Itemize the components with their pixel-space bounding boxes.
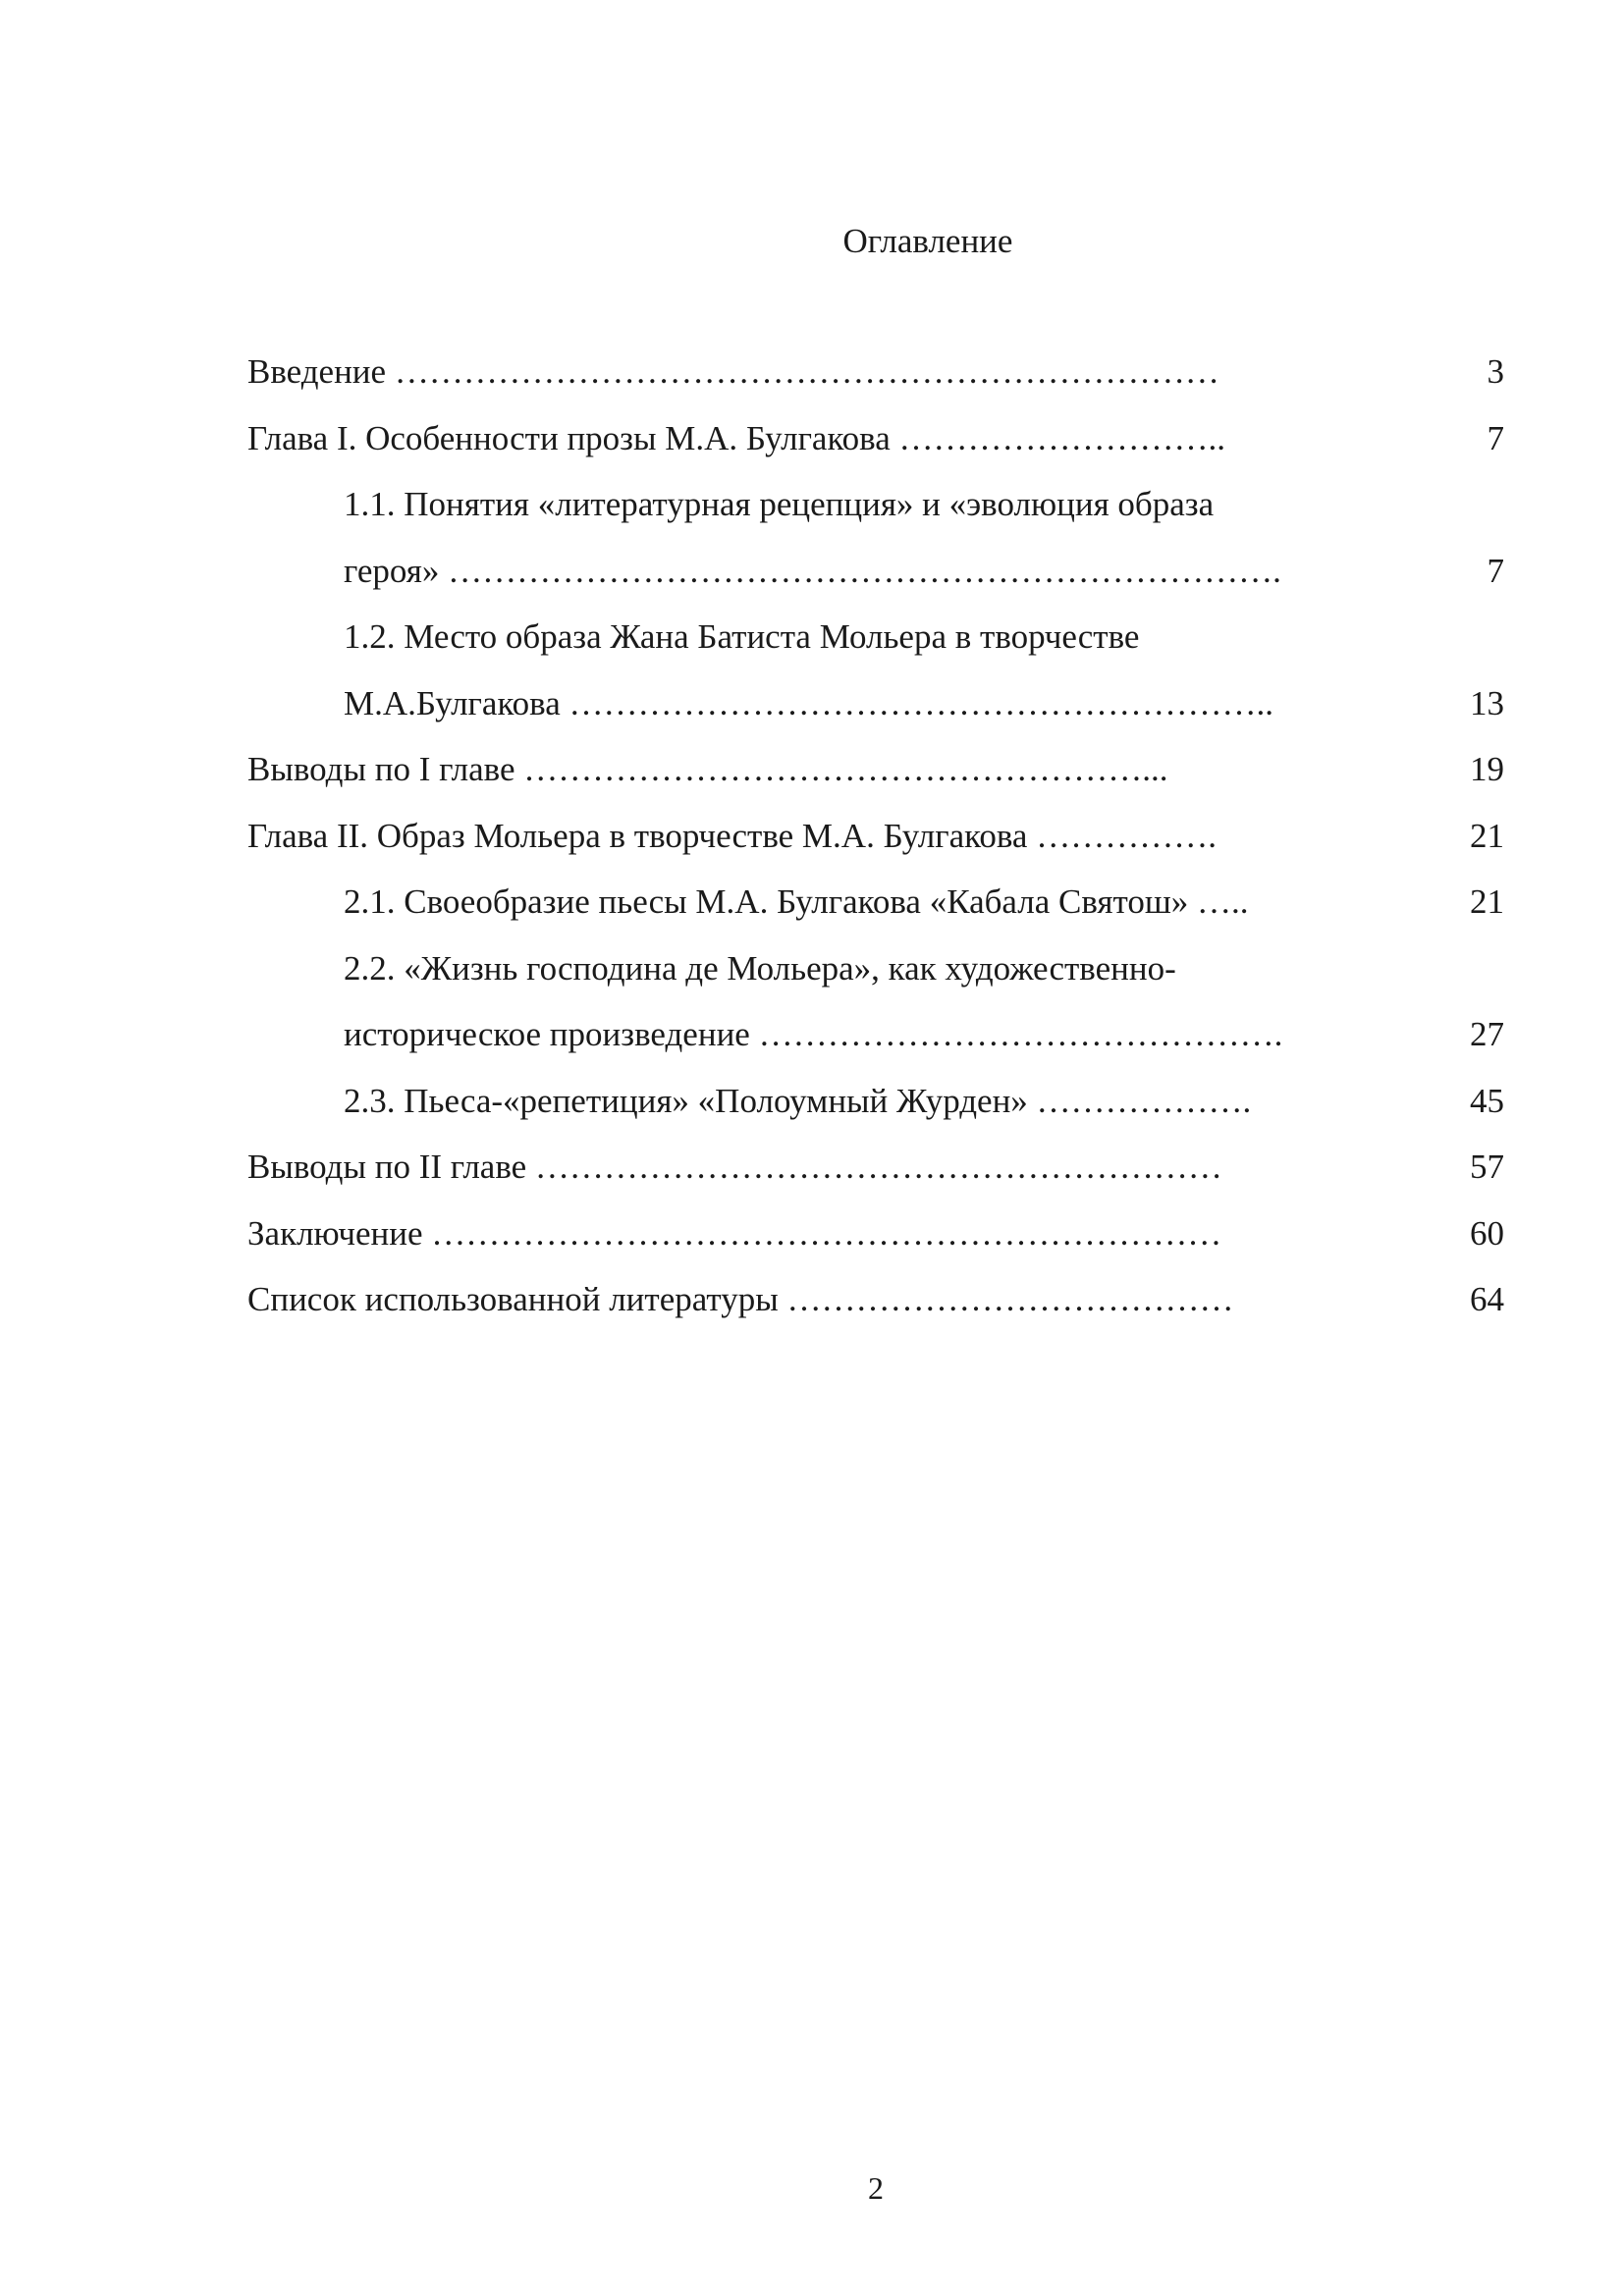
toc-entry-chapter-2 xyxy=(247,813,1504,880)
toc-entry-section-2-1 xyxy=(247,879,1504,945)
toc-entry-page: 60 xyxy=(1470,1213,1504,1253)
toc-entry-bibliography xyxy=(247,1276,1504,1343)
toc-entry-page: 64 xyxy=(1470,1280,1504,1318)
toc-entry-text: 2.2. «Жизнь господина де Мольера», как художественно- xyxy=(344,948,1176,988)
page-number: 2 xyxy=(868,2170,884,2206)
toc-entry-page: 21 xyxy=(1470,882,1504,921)
toc-entry-text: Глава II. Образ Мольера в творчестве М.А. Булгакова ……………. xyxy=(247,816,1217,855)
toc-entry-text: Выводы по II главе …………………………………………………… xyxy=(247,1148,1222,1186)
toc-entry-text: Глава I. Особенности прозы М.А. Булгакова ……………………….. xyxy=(247,418,1226,457)
toc-entry-section-1-1-line-1 xyxy=(247,481,1504,548)
toc-entry-text: Заключение …………………………………………………………… xyxy=(247,1213,1222,1253)
toc-title: Оглавление xyxy=(842,222,1013,260)
toc-entry-page: 7 xyxy=(1487,418,1504,457)
toc-entry-text: М.А.Булгакова …………………………………………………….. xyxy=(344,683,1274,722)
toc-entry-text: 1.2. Место образа Жана Батиста Мольера в творчестве xyxy=(344,617,1140,656)
toc-entry-page: 57 xyxy=(1470,1148,1504,1186)
toc-entry-text: историческое произведение ………………………………………. xyxy=(344,1015,1283,1053)
toc-entry-page: 45 xyxy=(1470,1081,1504,1120)
toc-entry-page: 13 xyxy=(1470,683,1504,722)
toc-entry-introduction xyxy=(247,348,1504,415)
toc-entry-conclusion xyxy=(247,1210,1504,1277)
toc-entry-conclusions-chapter-2 xyxy=(247,1144,1504,1210)
toc-entry-text: 2.1. Своеобразие пьесы М.А. Булгакова «Кабала Святош» ….. xyxy=(344,882,1249,921)
toc-entry-page: 19 xyxy=(1470,750,1504,788)
toc-entry-section-1-2-line-2 xyxy=(247,680,1504,747)
toc-entry-conclusions-chapter-1 xyxy=(247,746,1504,813)
toc-entry-section-2-2-line-1 xyxy=(247,945,1504,1012)
toc-entry-text: 1.1. Понятия «литературная рецепция» и «эволюция образа xyxy=(344,485,1215,523)
toc-entry-page: 7 xyxy=(1487,551,1504,590)
toc-entry-page: 27 xyxy=(1470,1015,1504,1053)
toc-entry-text: 2.3. Пьеса-«репетиция» «Полоумный Журден» ………………. xyxy=(344,1081,1252,1120)
toc-entry-section-1-1-line-2 xyxy=(247,548,1504,614)
toc-entry-text: героя» ………………………………………………………………. xyxy=(344,551,1281,590)
table-of-contents xyxy=(247,348,1504,1343)
toc-entry-section-2-3 xyxy=(247,1078,1504,1145)
toc-entry-chapter-1 xyxy=(247,415,1504,482)
toc-entry-page: 21 xyxy=(1470,816,1504,855)
toc-entry-text: Выводы по I главе ………………………………………………... xyxy=(247,750,1168,788)
toc-entry-section-1-2-line-1 xyxy=(247,614,1504,680)
toc-entry-text: Введение ……………………………………………………………… xyxy=(247,352,1219,391)
toc-entry-page: 3 xyxy=(1487,352,1504,391)
toc-entry-text: Список использованной литературы ………………………………… xyxy=(247,1280,1234,1318)
toc-entry-section-2-2-line-2 xyxy=(247,1011,1504,1078)
